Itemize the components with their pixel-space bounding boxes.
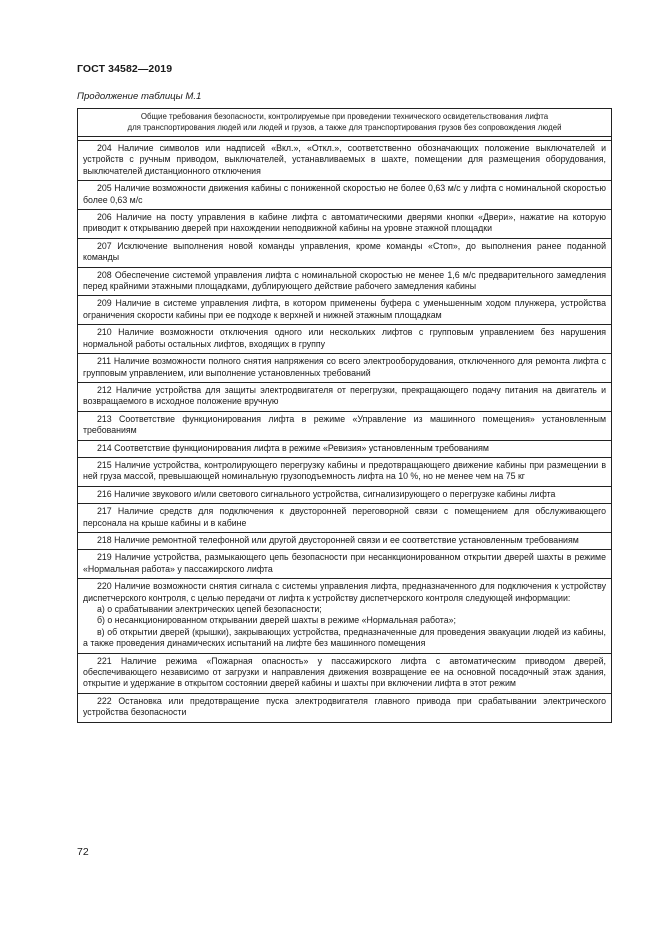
table-row-217: 217 Наличие средств для подключения к двусторонней переговорной связи с помещением для обслуживающего персонала на крыше кабины и в кабине — [78, 504, 611, 533]
table-row-215: 215 Наличие устройства, контролирующего перегрузку кабины и предотвращающего движение кабины при размещении в ней груза массой, превышающей номинальную грузоподъемность лифта на 10 %, но не менее чем на 75 кг — [78, 458, 611, 487]
requirements-table — [77, 108, 612, 723]
table-header-line-2: для транспортирования людей или людей и грузов, а также для транспортирования грузов без сопровождения людей — [127, 122, 562, 132]
table-row-216: 216 Наличие звукового и/или светового сигнального устройства, сигнализирующего о перегрузке кабины лифта — [78, 487, 611, 504]
table-row-210: 210 Наличие возможности отключения одного или нескольких лифтов с групповым управлением без нарушения нормальной работы остальных лифтов, входящих в группу — [78, 325, 611, 354]
table-row-220 — [78, 579, 611, 653]
table-row-206: 206 Наличие на посту управления в кабине лифта с автоматическими дверями кнопки «Двери», нажатие на которую приводит к открыванию дверей при нахождении неподвижной кабины на уровне этажной площадки — [78, 210, 611, 239]
table-row-220-item-b: б) о несанкционированном открывании дверей шахты в режиме «Нормальная работа»; — [97, 615, 456, 626]
table-row-211: 211 Наличие возможности полного снятия напряжения со всего электрооборудования, отключенного для ремонта лифта с групповым управлением, или выполнение установленных требований — [78, 354, 611, 383]
table-row-209: 209 Наличие в системе управления лифта, в котором применены буфера с уменьшенным ходом плунжера, устройства ограничения скорости кабины при ее подходе к верхней и нижней этажным площадкам — [78, 296, 611, 325]
page-number: 72 — [77, 846, 89, 858]
standard-code: ГОСТ 34582—2019 — [77, 63, 173, 75]
table-row-207: 207 Исключение выполнения новой команды управления, кроме команды «Стоп», до выполнения ранее поданной команды — [78, 239, 611, 268]
table-row-220-item-a: а) о срабатывании электрических цепей безопасности; — [97, 604, 322, 614]
table-row-214: 214 Соответствие функционирования лифта в режиме «Ревизия» установленным требованиям — [78, 441, 611, 458]
table-row-221: 221 Наличие режима «Пожарная опасность» у пассажирского лифта с автоматическим приводом дверей, обеспечивающего независимо от загрузки и направления движения возвращение ее на основной посадочный этаж здания, открытие и удержание в открытом состоянии дверей кабины и шахты при включении лифта в этот режим — [78, 654, 611, 694]
table-row-208: 208 Обеспечение системой управления лифта с номинальной скоростью не менее 1,6 м/с предварительного замедления перед крайними этажными площадками, дублирующего действие рабочего замедления кабины — [78, 268, 611, 297]
table-header — [78, 109, 611, 137]
table-header-line-1: Общие требования безопасности, контролируемые при проведении технического освидетельствования лифта — [140, 112, 549, 121]
table-row-220-text: 220 Наличие возможности снятия сигнала с системы управления лифта, предназначенного для подключения к устройству диспетчерского контроля, с целью передачи от лифта к устройству диспетчерского контроля следующей информации: — [83, 581, 606, 603]
table-row-205: 205 Наличие возможности движения кабины с пониженной скоростью не более 0,63 м/с у лифта с номинальной скоростью более 0,63 м/с — [78, 181, 611, 210]
table-row-212: 212 Наличие устройства для защиты электродвигателя от перегрузки, прекращающего подачу питания на двигатель и возвращаемого в исходное положение вручную — [78, 383, 611, 412]
table-row-219: 219 Наличие устройства, размыкающего цепь безопасности при несанкционированном открытии дверей шахты в режиме «Нормальная работа» у пассажирского лифта — [78, 550, 611, 579]
table-row-220-item-c: в) об открытии дверей (крышки), закрывающих устройства, предназначенные для проведения эвакуации людей из кабины, а также проведения динамических испытаний на лифте без машинного помещения — [83, 626, 606, 649]
table-row-218: 218 Наличие ремонтной телефонной или другой двусторонней связи и ее соответствие установленным требованиям — [78, 533, 611, 550]
table-row-213: 213 Соответствие функционирования лифта в режиме «Управление из машинного помещения» установленным требованиям — [78, 412, 611, 441]
table-row-204: 204 Наличие символов или надписей «Вкл.», «Откл.», соответственно обозначающих положение выключателей и устройств с ручным приводом, выключателей, устанавливаемых в шахте, помещении для размещения оборудования, выключателей дистанционного отключения — [78, 141, 611, 181]
table-row-222: 222 Остановка или предотвращение пуска электродвигателя главного привода при срабатывании электрического устройства безопасности — [83, 695, 606, 718]
table-continuation-caption: Продолжение таблицы М.1 — [77, 91, 202, 102]
